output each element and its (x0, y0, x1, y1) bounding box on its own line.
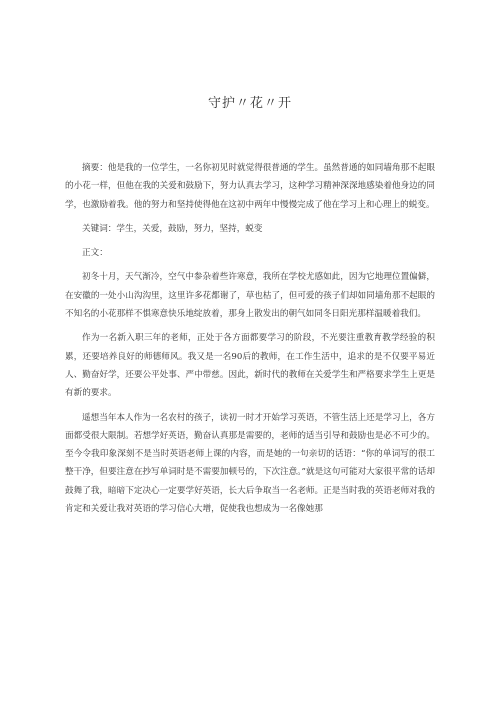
body-label: 正文： (82, 248, 108, 259)
keywords-line: 关键词：学生，关爱，鼓励，努力，坚持，蜕变 (82, 223, 263, 234)
body-paragraph: 初冬十月，天气渐冷，空气中参杂着些许寒意，我所在学校尤感如此，因为它地理位置偏僻，在安徽的一处小山沟沟里，这里许多花都谢了，草也枯了，但可爱的孩子们却如同墙角那不起眼的不知名的小花那样不惧寒意快乐地绽放着，那身上散发出的朝气如同冬日阳光那样温暖着我们。 (65, 272, 435, 320)
body-paragraph: 作为一名新入职三年的老师，正处于各方面都要学习的阶段，不光要注重教育教学经验的积累，还要培养良好的师德师风。我又是一名90后的教师，在工作生活中，追求的是不仅要平易近人、勤奋好学，还要公平处事、严中带慈。因此，新时代的教师在关爱学生和严格要求学生上更是有新的要求。 (65, 333, 435, 399)
body-paragraph: 遥想当年本人作为一名农村的孩子，读初一时才开始学习英语，不管生活上还是学习上，各方面都受很大限制。若想学好英语，勤奋认真那是需要的，老师的适当引导和鼓励也是必不可少的。至今令我印象深刻不是当时英语老师上课的内容，而是她的一句亲切的话语：“你的单词写的很工整干净，但要注意在抄写单词时是不需要加顿号的，下次注意。”就是这句可能对大家很平常的话却鼓舞了我，暗暗下定决心一定要学好英语，长大后争取当一名老师。正是当时我的英语老师对我的肯定和关爱让我对英语的学习信心大增，促使我也想成为一名像她那 (65, 412, 435, 515)
document-body (65, 159, 435, 524)
abstract-paragraph: 摘要：他是我的一位学生，一名你初见时就觉得很普通的学生。虽然普通的如同墙角那不起眼的小花一样，但他在我的关爱和鼓励下，努力认真去学习，这种学习精神深深地感染着他身边的同学，也激励着我。他的努力和坚持使得他在这初中两年中慢慢完成了他在学习上和心理上的蜕变。 (65, 163, 435, 210)
document-title: 守护〃花〃开 (207, 96, 292, 111)
